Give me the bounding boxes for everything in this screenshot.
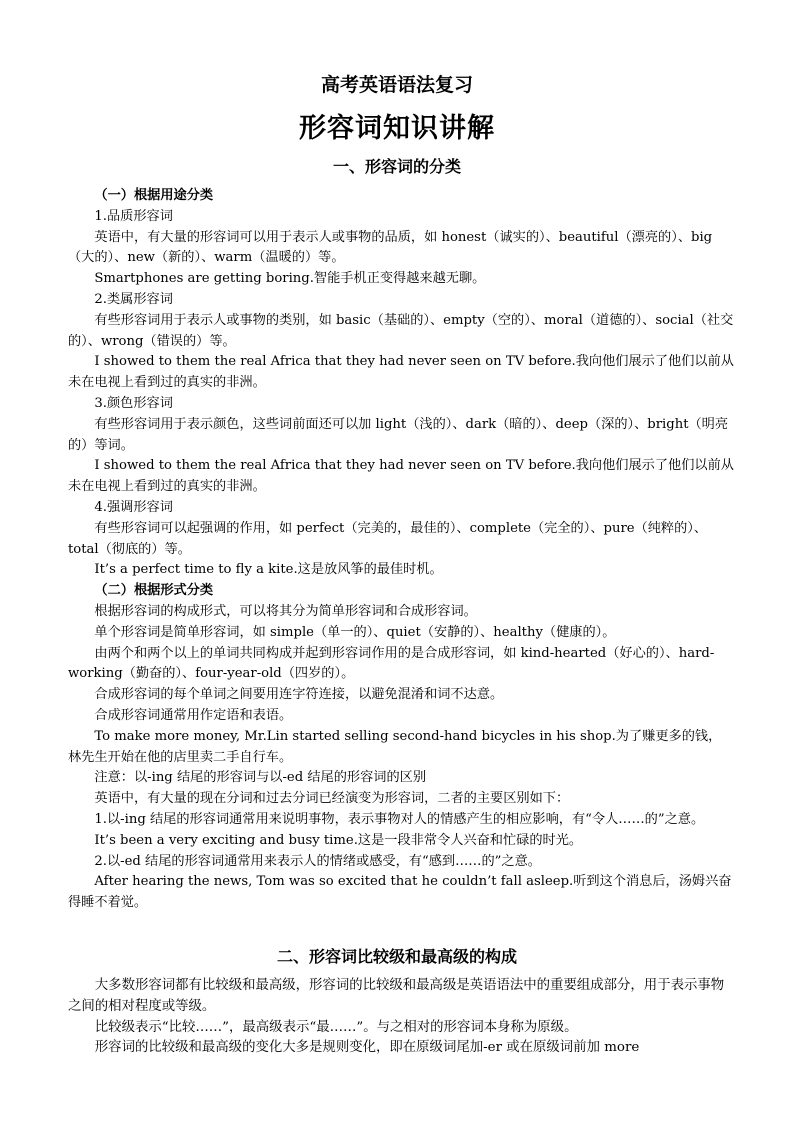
paragraph: To make more money, Mr.Lin started selling second-hand bicycles in his shop.为了赚更多的钱，林先生开始在他的店里卖二手自行车。 <box>68 728 722 765</box>
paragraph: 1.品质形容词 <box>94 208 173 224</box>
paragraph: 形容词的比较级和最高级的变化大多是规则变化，即在原级词尾加-er 或在原级词前加 more <box>94 1040 640 1056</box>
paragraph: 大多数形容词都有比较级和最高级，形容词的比较级和最高级是英语语法中的重要组成部分，用于表示事物之间的相对程度或等级。 <box>68 978 725 1014</box>
paragraph: I showed to them the real Africa that they had never seen on TV before.我向他们展示了他们以前从未在电视上看到过的真实的非洲。 <box>68 354 734 391</box>
subsection-heading: （二）根据形式分类 <box>94 583 214 599</box>
section-heading-comparison: 二、形容词比较级和最高级的构成 <box>276 947 517 966</box>
paragraph: 英语中，有大量的现在分词和过去分词已经演变为形容词，二者的主要区别如下： <box>94 791 570 807</box>
paragraph: 有些形容词用于表示颜色，这些词前面还可以加 light（浅的）、dark（暗的）、deep（深的）、bright（明亮的）等词。 <box>68 416 729 453</box>
paragraph: 合成形容词的每个单词之间要用连字符连接，以避免混淆和词不达意。 <box>94 687 504 703</box>
paragraph: 有些形容词可以起强调的作用，如 perfect（完美的，最佳的）、complete（完全的）、pure（纯粹的）、total（彻底的）等。 <box>68 520 708 557</box>
document-title: 形容词知识讲解 <box>299 113 495 144</box>
paragraph: 有些形容词用于表示人或事物的类别，如 basic（基础的）、empty（空的）、moral（道德的）、social（社交的）、wrong（错误的）等。 <box>68 312 734 349</box>
paragraph: 比较级表示“比较……”，最高级表示“最……”。与之相对的形容词本身称为原级。 <box>94 1019 578 1035</box>
paragraph: It’s a perfect time to fly a kite.这是放风筝的最佳时机。 <box>94 562 443 578</box>
subsection-heading: （一）根据用途分类 <box>94 188 214 203</box>
paragraph: 注意：以-ing 结尾的形容词与以-ed 结尾的形容词的区别 <box>94 770 427 786</box>
paragraph: 2.类属形容词 <box>94 291 173 307</box>
paragraph: 1.以-ing 结尾的形容词通常用来说明事物，表示事物对人的情感产生的相应影响，有“令人……的”之意。 <box>94 811 705 827</box>
paragraph: 由两个和两个以上的单词共同构成并起到形容词作用的是合成形容词，如 kind-hearted（好心的）、hard-working（勤奋的）、four-year-old（四岁的）。 <box>68 645 715 682</box>
document-subtitle: 高考英语语法复习 <box>320 74 473 96</box>
paragraph: Smartphones are getting boring.智能手机正变得越来越无聊。 <box>94 271 486 287</box>
section-heading-classification: 一、形容词的分类 <box>332 157 461 176</box>
paragraph: 英语中，有大量的形容词可以用于表示人或事物的品质，如 honest（诚实的）、beautiful（漂亮的）、big（大的）、new（新的）、warm（温暖的）等。 <box>68 229 713 266</box>
paragraph: After hearing the news, Tom was so excited that he couldn’t fall asleep.听到这个消息后，汤姆兴奋得睡不着觉。 <box>68 874 732 911</box>
paragraph: 根据形容词的构成形式，可以将其分为简单形容词和合成形容词。 <box>94 603 477 619</box>
section-body-classification <box>68 186 734 914</box>
paragraph: 合成形容词通常用作定语和表语。 <box>94 707 293 723</box>
paragraph: 单个形容词是简单形容词，如 simple（单一的）、quiet（安静的）、healthy（健康的）。 <box>94 624 616 640</box>
section-body-comparison <box>68 976 734 1059</box>
paragraph: 3.颜色形容词 <box>94 395 173 411</box>
paragraph: 4.强调形容词 <box>94 499 173 515</box>
paragraph: 2.以-ed 结尾的形容词通常用来表示人的情绪或感受，有“感到……的”之意。 <box>94 853 541 869</box>
paragraph: It’s been a very exciting and busy time.这是一段非常令人兴奋和忙碌的时光。 <box>94 832 583 848</box>
paragraph: I showed to them the real Africa that they had never seen on TV before.我向他们展示了他们以前从未在电视上看到过的真实的非洲。 <box>68 458 734 495</box>
